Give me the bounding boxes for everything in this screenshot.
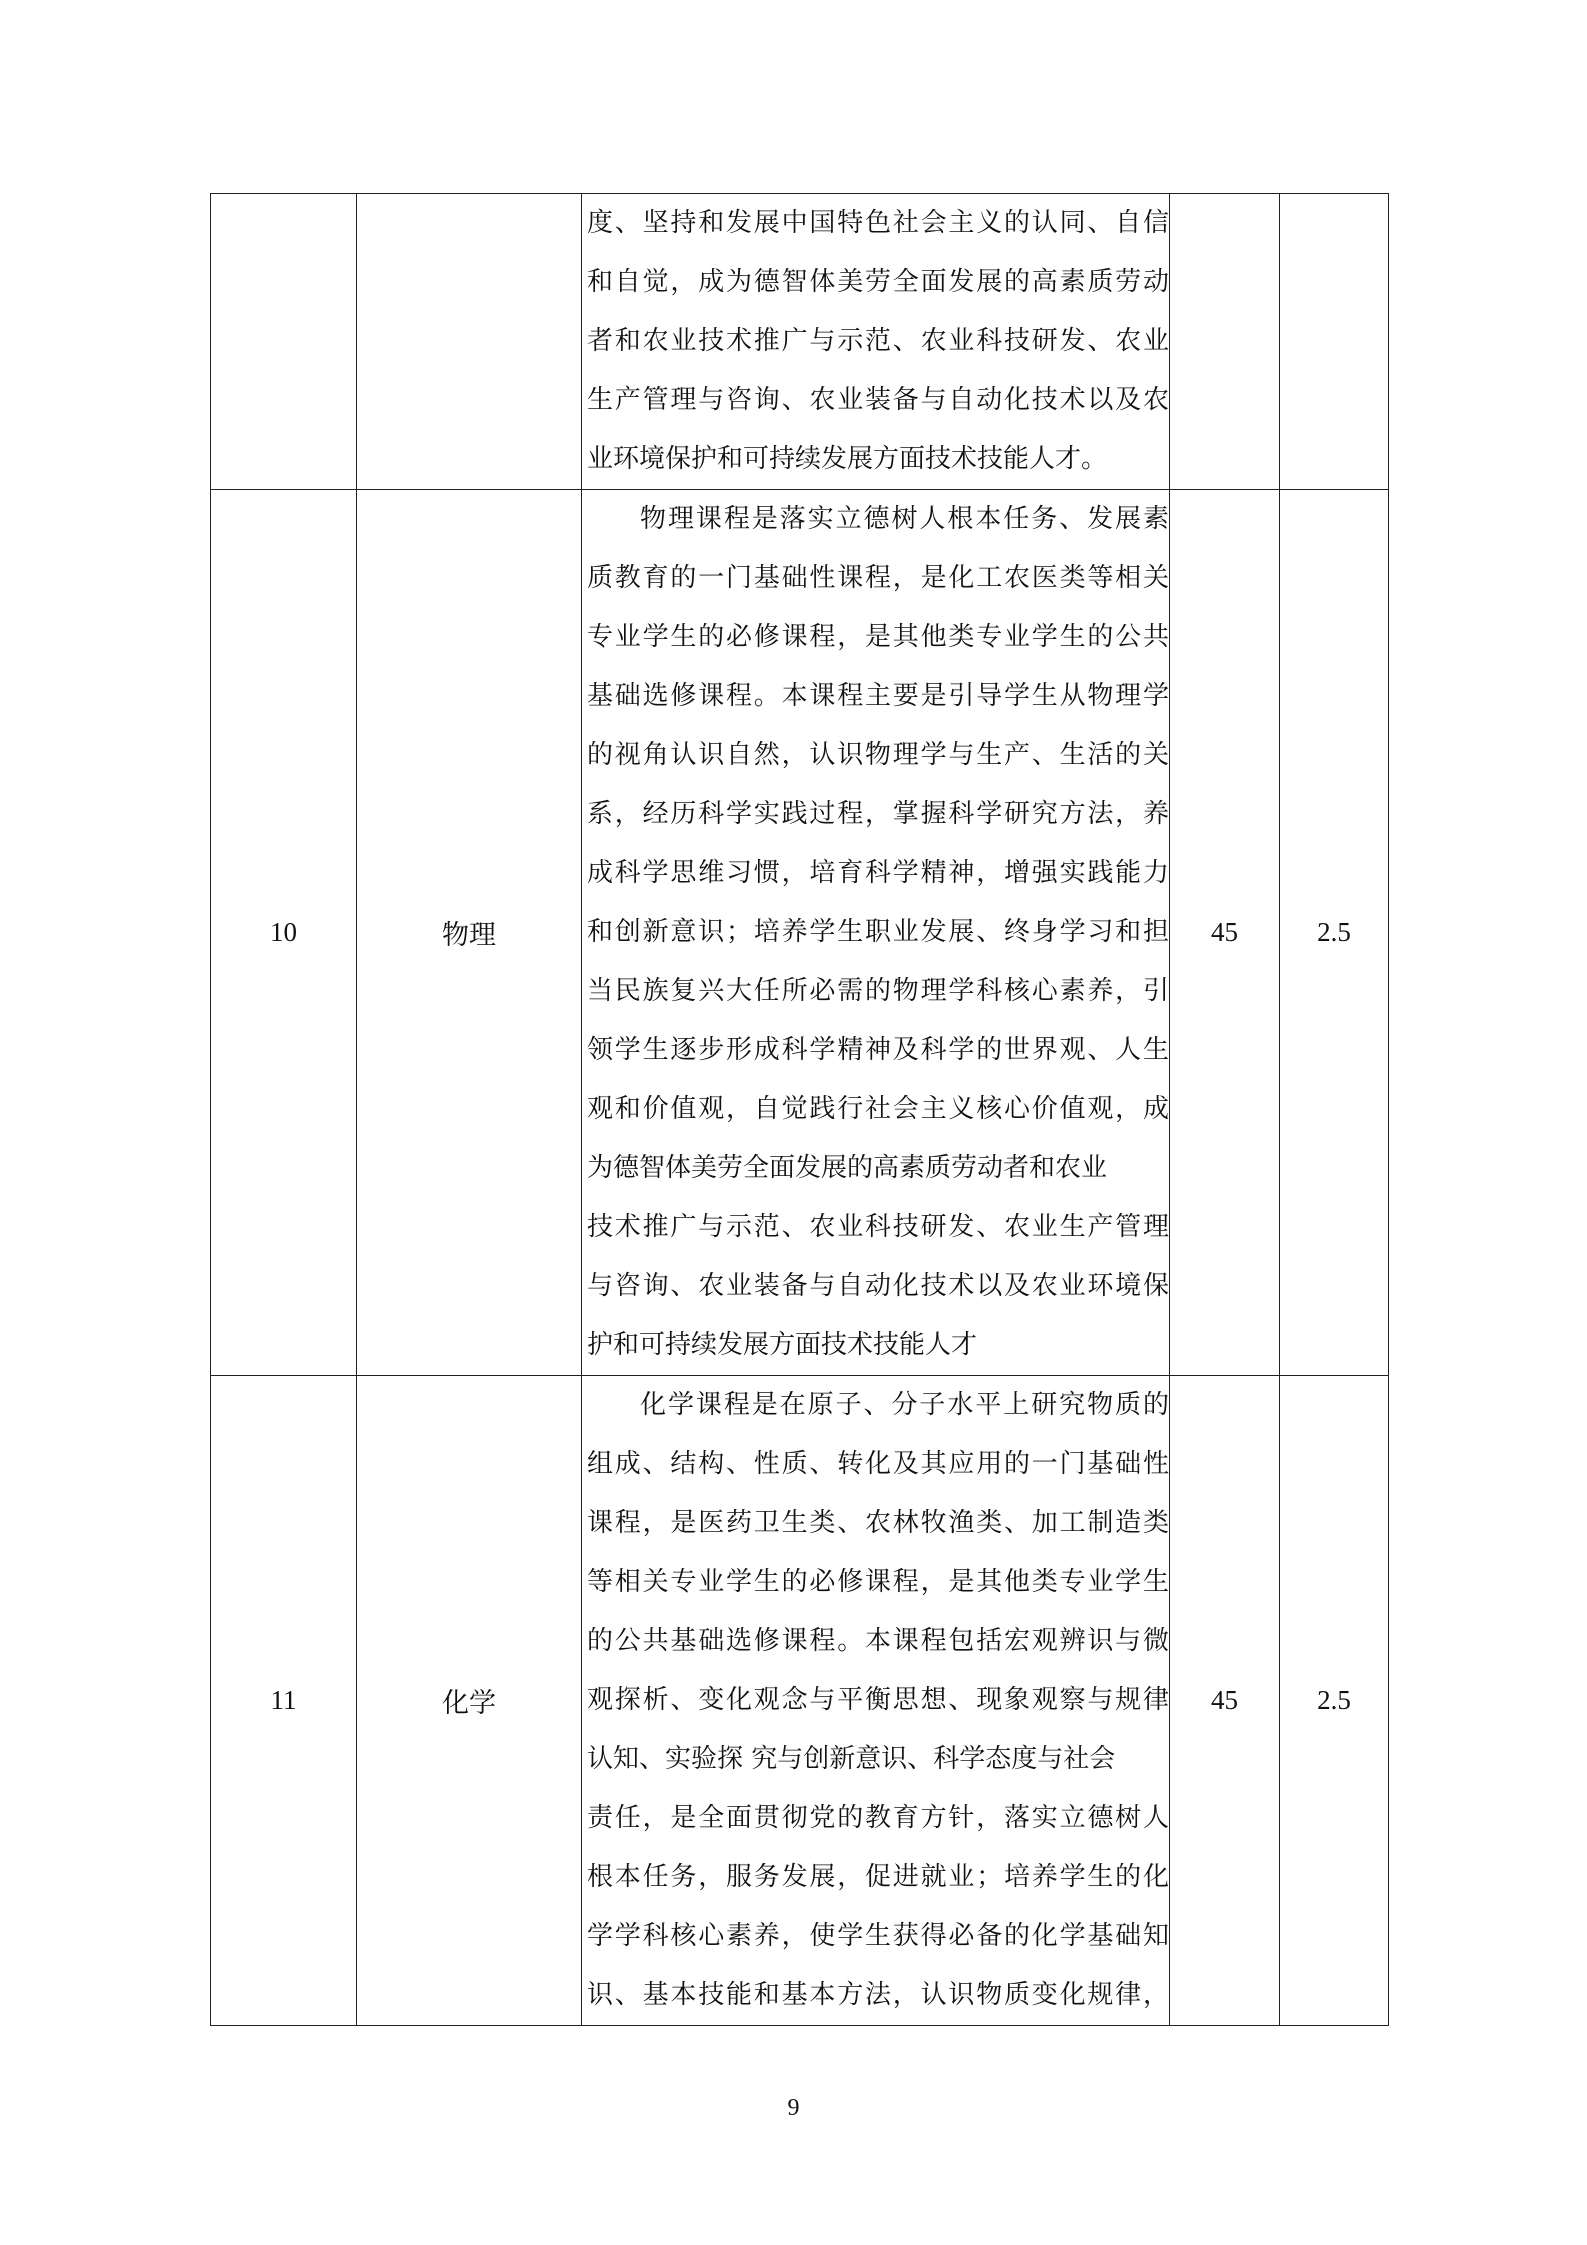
- course-name: [357, 194, 582, 490]
- course-number: 11: [211, 1376, 357, 2026]
- table-row: [211, 490, 1389, 1376]
- course-name: 化学: [357, 1376, 582, 2026]
- description-line: 化学课程是在原子、分子水平上研究物质的: [640, 1390, 1169, 1420]
- course-number: 10: [211, 490, 357, 1376]
- description-line: 成科学思维习惯，培育科学精神，增强实践能力: [587, 858, 1169, 888]
- description-line: 系，经历科学实践过程，掌握科学研究方法，养: [587, 799, 1169, 829]
- description-line: 生产管理与咨询、农业装备与自动化技术以及农: [587, 385, 1169, 415]
- course-number: [211, 194, 357, 490]
- course-table: [210, 193, 1389, 2026]
- course-hours: 45: [1170, 1376, 1280, 2026]
- description-line: 责任，是全面贯彻党的教育方针，落实立德树人: [587, 1803, 1169, 1833]
- description-line: 专业学生的必修课程，是其他类专业学生的公共: [587, 622, 1169, 652]
- description-line: 者和农业技术推广与示范、农业科技研发、农业: [587, 326, 1169, 356]
- description-line: 的公共基础选修课程。本课程包括宏观辨识与微: [587, 1626, 1169, 1656]
- course-hours: 45: [1170, 490, 1280, 1376]
- description-line: 为德智体美劳全面发展的高素质劳动者和农业: [587, 1153, 1108, 1183]
- description-line: 物理课程是落实立德树人根本任务、发展素: [640, 504, 1169, 534]
- description-line: 当民族复兴大任所必需的物理学科核心素养，引: [587, 976, 1169, 1006]
- description-line: 等相关专业学生的必修课程，是其他类专业学生: [587, 1567, 1169, 1597]
- description-line: 领学生逐步形成科学精神及科学的世界观、人生: [587, 1035, 1169, 1065]
- description-line: 根本任务，服务发展，促进就业；培养学生的化: [587, 1862, 1169, 1892]
- course-description: [582, 1376, 1170, 2026]
- description-line: 护和可持续发展方面技术技能人才: [587, 1330, 978, 1360]
- description-line: 课程，是医药卫生类、农林牧渔类、加工制造类: [587, 1508, 1169, 1538]
- table-row: [211, 194, 1389, 490]
- course-description: [582, 194, 1170, 490]
- description-line: 技术推广与示范、农业科技研发、农业生产管理: [587, 1212, 1169, 1242]
- description-line: 观探析、变化观念与平衡思想、现象观察与规律: [587, 1685, 1169, 1715]
- description-line: 观和价值观，自觉践行社会主义核心价值观，成: [587, 1094, 1169, 1124]
- description-line: 和自觉，成为德智体美劳全面发展的高素质劳动: [587, 267, 1169, 297]
- description-line: 的视角认识自然，认识物理学与生产、生活的关: [587, 740, 1169, 770]
- table-row: [211, 1376, 1389, 2026]
- course-credits: [1280, 194, 1389, 490]
- description-line: 组成、结构、性质、转化及其应用的一门基础性: [587, 1449, 1169, 1479]
- course-credits: 2.5: [1280, 490, 1389, 1376]
- course-credits: 2.5: [1280, 1376, 1389, 2026]
- description-line: 和创新意识；培养学生职业发展、终身学习和担: [587, 917, 1169, 947]
- course-description: [582, 490, 1170, 1376]
- description-line: 与咨询、农业装备与自动化技术以及农业环境保: [587, 1271, 1169, 1301]
- course-name: 物理: [357, 490, 582, 1376]
- course-hours: [1170, 194, 1280, 490]
- description-line: 基础选修课程。本课程主要是引导学生从物理学: [587, 681, 1169, 711]
- description-line: 业环境保护和可持续发展方面技术技能人才。: [587, 444, 1108, 474]
- description-line: 认知、实验探 究与创新意识、科学态度与社会: [587, 1744, 1116, 1774]
- page-number: 9: [787, 2095, 800, 2121]
- description-line: 度、坚持和发展中国特色社会主义的认同、自信: [587, 208, 1169, 238]
- description-line: 质教育的一门基础性课程，是化工农医类等相关: [587, 563, 1169, 593]
- description-line: 识、基本技能和基本方法，认识物质变化规律，: [587, 1980, 1169, 2010]
- description-line: 学学科核心素养，使学生获得必备的化学基础知: [587, 1921, 1169, 1951]
